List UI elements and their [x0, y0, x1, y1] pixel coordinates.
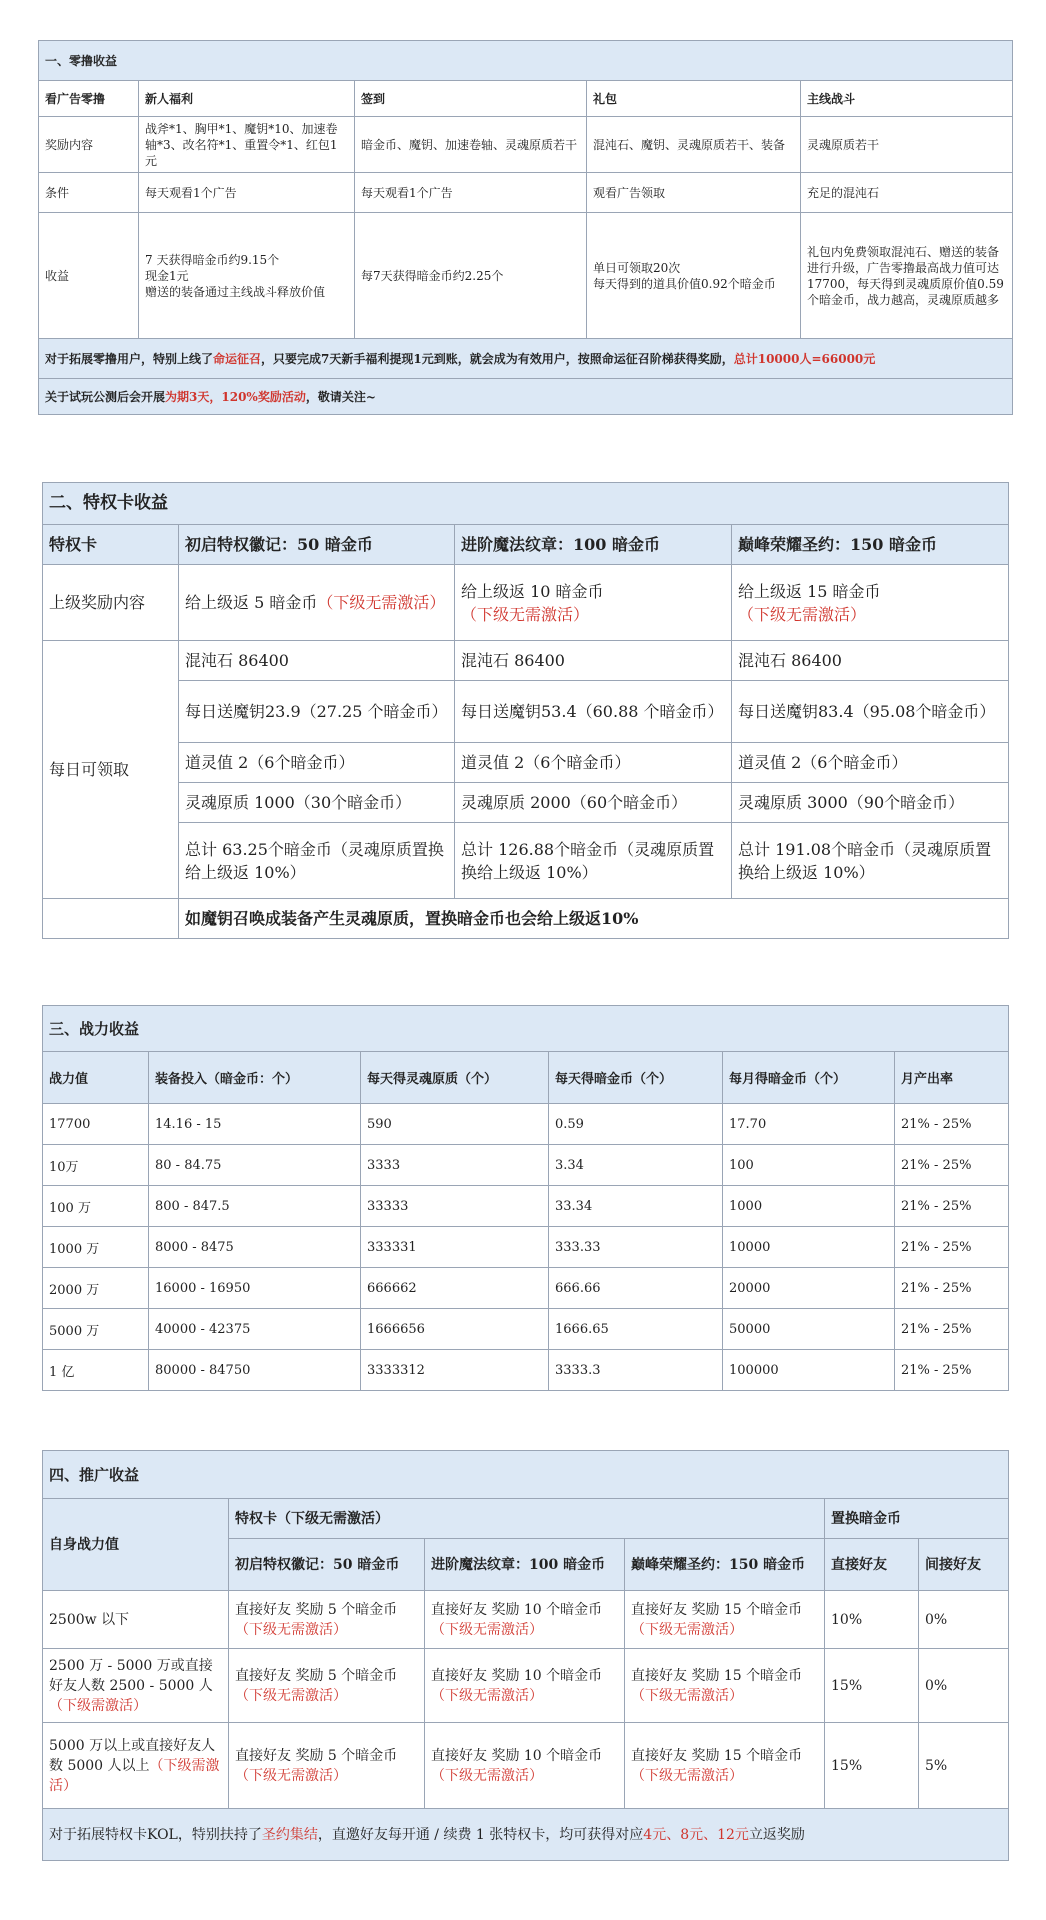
note-part: 对于拓展特权卡KOL，特别扶持了 [49, 1826, 262, 1843]
note-highlight: 为期3天，120%奖励活动 [165, 389, 306, 404]
table-cell: 总计 63.25个暗金币（灵魂原质置换给上级返 10%） [179, 823, 455, 899]
table-cell: 2000 万 [43, 1268, 149, 1309]
label-text: 2500w 以下 [49, 1611, 130, 1628]
table-cell: 3333 [361, 1145, 549, 1186]
header-row [43, 1052, 1009, 1104]
table-cell: 5000 万 [43, 1309, 149, 1350]
table-cell: 单日可领取20次 每天得到的道具价值0.92个暗金币 [587, 213, 801, 339]
table-cell: 每日送魔钥53.4（60.88 个暗金币） [455, 681, 732, 743]
header-cell: 每天得灵魂原质（个） [361, 1052, 549, 1104]
table-cell: 21% - 25% [895, 1350, 1009, 1391]
indirect-rate: 0% [919, 1591, 1009, 1649]
note-part: 对于拓展零撸用户，特别上线了 [45, 351, 214, 366]
cell-text: 直接好友 奖励 10 个暗金币 [431, 1667, 603, 1684]
table-cell: 100 [723, 1145, 895, 1186]
table-cell: 战斧*1、胸甲*1、魔钥*10、加速卷轴*3、改名符*1、重置令*1、红包1元 [139, 117, 355, 173]
header-cell: 初启特权徽记：50 暗金币 [179, 525, 455, 565]
promotion-income-table [42, 1450, 1009, 1861]
privilege-card-table [42, 482, 1009, 939]
cell-text: 给上级返 5 暗金币 [185, 593, 318, 612]
header-cell: 月产出率 [895, 1052, 1009, 1104]
header-cell: 特权卡 [43, 525, 179, 565]
table-row [43, 565, 1009, 641]
table-cell: 1666.65 [549, 1309, 723, 1350]
header-cell: 每天得暗金币（个） [549, 1052, 723, 1104]
header-cell: 装备投入（暗金币：个） [149, 1052, 361, 1104]
table-cell: 道灵值 2（6个暗金币） [179, 743, 455, 783]
cell-highlight: （下级无需激活） [461, 604, 590, 624]
table-row [43, 641, 1009, 681]
row-label: 奖励内容 [39, 117, 139, 173]
row-label [43, 1649, 229, 1723]
table-cell: 0.59 [549, 1104, 723, 1145]
table-cell: 每日送魔钥83.4（95.08个暗金币） [732, 681, 1009, 743]
cell-text: 直接好友 奖励 5 个暗金币 [235, 1667, 398, 1684]
header-cell: 新人福利 [139, 81, 355, 117]
table-row [43, 1309, 1009, 1350]
table-cell: 每7天获得暗金币约2.25个 [355, 213, 587, 339]
cell-highlight: （下级无需激活） [235, 1621, 347, 1638]
table-cell [179, 565, 455, 641]
note-highlight: 命运征召 [213, 351, 262, 366]
table-cell: 观看广告领取 [587, 173, 801, 213]
table-cell: 80 - 84.75 [149, 1145, 361, 1186]
note-highlight: 总计10000人=66000元 [733, 351, 876, 366]
cell-text: 直接好友 奖励 15 个暗金币 [631, 1601, 803, 1618]
table-cell: 3333.3 [549, 1350, 723, 1391]
header-cell: 每月得暗金币（个） [723, 1052, 895, 1104]
row-label: 每日可领取 [43, 641, 179, 899]
table-cell: 800 - 847.5 [149, 1186, 361, 1227]
table-cell: 7 天获得暗金币约9.15个 现金1元 赠送的装备通过主线战斗释放价值 [139, 213, 355, 339]
header-cell: 看广告零撸 [39, 81, 139, 117]
label-highlight: （下级需激活） [49, 1697, 147, 1714]
table-cell: 每天观看1个广告 [139, 173, 355, 213]
table-cell: 3333312 [361, 1350, 549, 1391]
table-cell: 灵魂原质若干 [801, 117, 1013, 173]
table-cell: 666662 [361, 1268, 549, 1309]
row-label [43, 1591, 229, 1649]
table-row [43, 1145, 1009, 1186]
table-cell: 灵魂原质 1000（30个暗金币） [179, 783, 455, 823]
footer-note: 如魔钥召唤成装备产生灵魂原质，置换暗金币也会给上级返10% [179, 899, 1009, 939]
cell-highlight: （下级无需激活） [317, 593, 446, 612]
section-promotion-income [42, 1450, 1008, 1861]
cell-highlight: （下级无需激活） [431, 1687, 543, 1704]
table-cell: 10万 [43, 1145, 149, 1186]
table-row [43, 1591, 1009, 1649]
row-label [43, 1723, 229, 1809]
table-cell: 每日送魔钥23.9（27.25 个暗金币） [179, 681, 455, 743]
table-cell [425, 1723, 625, 1809]
cell-highlight: （下级无需激活） [235, 1767, 347, 1784]
table-row [39, 117, 1013, 173]
table-cell: 333331 [361, 1227, 549, 1268]
header-cell: 主线战斗 [801, 81, 1013, 117]
table-row [43, 1104, 1009, 1145]
table-cell: 道灵值 2（6个暗金币） [732, 743, 1009, 783]
table-cell: 21% - 25% [895, 1186, 1009, 1227]
table-cell: 1000 [723, 1186, 895, 1227]
table-cell: 40000 - 42375 [149, 1309, 361, 1350]
label-text: 2500 万 - 5000 万或直接好友人数 2500 - 5000 人 [49, 1657, 213, 1694]
header-cell: 巅峰荣耀圣约：150 暗金币 [625, 1539, 825, 1591]
empty-cell [43, 899, 179, 939]
table-cell: 1666656 [361, 1309, 549, 1350]
header-cell: 初启特权徽记：50 暗金币 [229, 1539, 425, 1591]
cell-text: 给上级返 15 暗金币 [738, 581, 881, 601]
table-cell [425, 1591, 625, 1649]
table-cell: 50000 [723, 1309, 895, 1350]
cell-text: 直接好友 奖励 10 个暗金币 [431, 1601, 603, 1618]
cell-highlight: （下级无需激活） [631, 1621, 743, 1638]
table-cell: 590 [361, 1104, 549, 1145]
header-row [39, 81, 1013, 117]
cell-text: 直接好友 奖励 5 个暗金币 [235, 1601, 398, 1618]
table-cell: 100 万 [43, 1186, 149, 1227]
cell-highlight: （下级无需激活） [235, 1687, 347, 1704]
header-cell: 进阶魔法纹章：100 暗金币 [455, 525, 732, 565]
section-title: 四、推广收益 [43, 1451, 1009, 1499]
table-cell [455, 565, 732, 641]
note-text [43, 1809, 1009, 1861]
note-row [43, 1809, 1009, 1861]
table-cell: 21% - 25% [895, 1268, 1009, 1309]
cell-text: 直接好友 奖励 15 个暗金币 [631, 1747, 803, 1764]
table-cell: 21% - 25% [895, 1227, 1009, 1268]
table-row [43, 1723, 1009, 1809]
table-row [43, 1350, 1009, 1391]
note-row [39, 379, 1013, 415]
table-row [43, 1268, 1009, 1309]
note-part: 关于试玩公测后会开展 [45, 389, 166, 404]
note-part: ，只要完成7天新手福利提现1元到账，就会成为有效用户，按照命运征召阶梯获得奖励， [261, 351, 734, 366]
table-cell: 21% - 25% [895, 1104, 1009, 1145]
table-cell: 灵魂原质 3000（90个暗金币） [732, 783, 1009, 823]
direct-rate: 10% [825, 1591, 919, 1649]
note-text [39, 339, 1013, 379]
table-cell: 1 亿 [43, 1350, 149, 1391]
label-text: 5000 万以上或直接好友人数 5000 人以上 [49, 1737, 216, 1774]
table-row [43, 783, 1009, 823]
table-row [43, 899, 1009, 939]
header-cell: 战力值 [43, 1052, 149, 1104]
note-part: ，敬请关注~ [305, 389, 376, 404]
table-cell: 总计 126.88个暗金币（灵魂原质置换给上级返 10%） [455, 823, 732, 899]
table-cell: 混沌石 86400 [179, 641, 455, 681]
header-cell: 间接好友 [919, 1539, 1009, 1591]
table-cell: 80000 - 84750 [149, 1350, 361, 1391]
section-title: 三、战力收益 [43, 1006, 1009, 1052]
power-income-table [42, 1005, 1009, 1391]
table-cell: 混沌石 86400 [455, 641, 732, 681]
table-row [43, 1186, 1009, 1227]
note-highlight: 4元、8元、12元 [643, 1826, 749, 1843]
table-cell [625, 1591, 825, 1649]
table-cell [229, 1649, 425, 1723]
table-cell: 8000 - 8475 [149, 1227, 361, 1268]
table-cell [229, 1723, 425, 1809]
table-cell: 暗金币、魔钥、加速卷轴、灵魂原质若干 [355, 117, 587, 173]
table-row [43, 1649, 1009, 1723]
row-label: 收益 [39, 213, 139, 339]
note-highlight: 圣约集结 [261, 1826, 318, 1843]
section-title: 一、零撸收益 [39, 41, 1013, 81]
cell-highlight: （下级无需激活） [631, 1687, 743, 1704]
table-cell: 3.34 [549, 1145, 723, 1186]
note-row [39, 339, 1013, 379]
note-part: 立返奖励 [748, 1826, 805, 1843]
table-cell: 666.66 [549, 1268, 723, 1309]
cell-text: 给上级返 10 暗金币 [461, 581, 604, 601]
header-cell: 进阶魔法纹章：100 暗金币 [425, 1539, 625, 1591]
header-group: 特权卡（下级无需激活） [229, 1499, 825, 1539]
direct-rate: 15% [825, 1723, 919, 1809]
header-row [43, 525, 1009, 565]
table-cell: 每天观看1个广告 [355, 173, 587, 213]
table-cell: 16000 - 16950 [149, 1268, 361, 1309]
header-group: 置换暗金币 [825, 1499, 1009, 1539]
section-power-income [42, 1005, 1008, 1391]
table-cell: 1000 万 [43, 1227, 149, 1268]
indirect-rate: 0% [919, 1649, 1009, 1723]
cell-highlight: （下级无需激活） [431, 1621, 543, 1638]
header-cell: 签到 [355, 81, 587, 117]
table-cell: 20000 [723, 1268, 895, 1309]
cell-highlight: （下级无需激活） [431, 1767, 543, 1784]
header-cell: 自身战力值 [43, 1499, 229, 1591]
table-row [43, 1227, 1009, 1268]
row-label: 上级奖励内容 [43, 565, 179, 641]
table-cell: 14.16 - 15 [149, 1104, 361, 1145]
power-rows [43, 1104, 1009, 1391]
zero-income-table [38, 40, 1013, 415]
table-cell: 灵魂原质 2000（60个暗金币） [455, 783, 732, 823]
table-cell: 混沌石 86400 [732, 641, 1009, 681]
table-cell: 21% - 25% [895, 1145, 1009, 1186]
label-highlight: （下级需激活） [49, 1757, 220, 1794]
table-cell [229, 1591, 425, 1649]
table-cell: 17700 [43, 1104, 149, 1145]
table-cell [625, 1649, 825, 1723]
row-label: 条件 [39, 173, 139, 213]
table-cell: 21% - 25% [895, 1309, 1009, 1350]
table-cell [425, 1649, 625, 1723]
cell-text: 直接好友 奖励 5 个暗金币 [235, 1747, 398, 1764]
table-row [43, 681, 1009, 743]
cell-highlight: （下级无需激活） [738, 604, 867, 624]
table-cell: 道灵值 2（6个暗金币） [455, 743, 732, 783]
indirect-rate: 5% [919, 1723, 1009, 1809]
promotion-rows [43, 1591, 1009, 1809]
table-row [43, 823, 1009, 899]
cell-highlight: （下级无需激活） [631, 1767, 743, 1784]
table-cell: 礼包内免费领取混沌石、赠送的装备进行升级，广告零撸最高战力值可达 17700，每天得到灵魂质原价值0.59个暗金币，战力越高，灵魂原质越多 [801, 213, 1013, 339]
table-cell: 10000 [723, 1227, 895, 1268]
note-text [39, 379, 1013, 415]
table-cell: 充足的混沌石 [801, 173, 1013, 213]
table-cell: 混沌石、魔钥、灵魂原质若干、装备 [587, 117, 801, 173]
table-cell: 33333 [361, 1186, 549, 1227]
table-row [39, 173, 1013, 213]
table-row [39, 213, 1013, 339]
table-row [43, 743, 1009, 783]
table-cell: 100000 [723, 1350, 895, 1391]
table-cell [732, 565, 1009, 641]
cell-text: 直接好友 奖励 10 个暗金币 [431, 1747, 603, 1764]
section-zero-income [38, 40, 1012, 415]
note-part: ，直邀好友每开通 / 续费 1 张特权卡，均可获得对应 [317, 1826, 644, 1843]
header-cell: 礼包 [587, 81, 801, 117]
header-row [43, 1499, 1009, 1539]
table-cell: 17.70 [723, 1104, 895, 1145]
section-privilege-card [42, 482, 1008, 939]
table-cell: 333.33 [549, 1227, 723, 1268]
header-cell: 巅峰荣耀圣约：150 暗金币 [732, 525, 1009, 565]
cell-text: 直接好友 奖励 15 个暗金币 [631, 1667, 803, 1684]
direct-rate: 15% [825, 1649, 919, 1723]
table-cell: 33.34 [549, 1186, 723, 1227]
table-cell: 总计 191.08个暗金币（灵魂原质置换给上级返 10%） [732, 823, 1009, 899]
table-cell [625, 1723, 825, 1809]
header-cell: 直接好友 [825, 1539, 919, 1591]
section-title: 二、特权卡收益 [43, 483, 1009, 525]
